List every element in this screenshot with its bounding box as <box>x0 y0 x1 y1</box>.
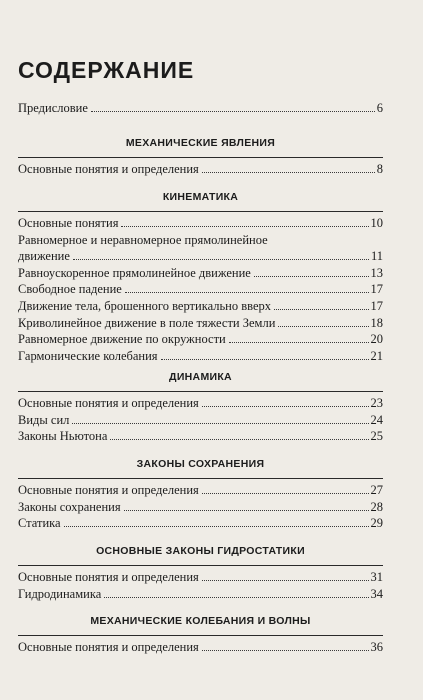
section-dynamics <box>18 370 383 445</box>
entry-label: Основные понятия и определения <box>18 483 199 497</box>
section-hydrostatics <box>18 544 383 602</box>
section-rule <box>18 157 383 158</box>
leader-dots <box>72 423 368 424</box>
toc-entry[interactable] <box>18 639 383 656</box>
toc-entry[interactable] <box>18 499 383 516</box>
toc-entry[interactable] <box>18 265 383 282</box>
leader-dots <box>73 259 369 260</box>
entry-page: 13 <box>370 265 383 280</box>
entry-label: Равноускоренное прямолинейное движение <box>18 265 251 280</box>
toc-entry[interactable] <box>18 515 383 532</box>
leader-dots <box>274 309 368 310</box>
section-heading: МЕХАНИЧЕСКИЕ КОЛЕБАНИЯ И ВОЛНЫ <box>90 615 311 627</box>
leader-dots <box>254 276 369 277</box>
entry-label-line1[interactable]: Равномерное и неравномерное прямолинейное <box>18 232 268 247</box>
section-rule <box>18 478 383 479</box>
section-rule <box>18 635 383 636</box>
entry-label: Гидродинамика <box>18 586 102 601</box>
entry-page: 17 <box>370 282 383 297</box>
entry-page: 31 <box>370 570 383 584</box>
entry-label: Основные понятия и определения <box>18 162 199 176</box>
page-title: СОДЕРЖАНИЕ <box>18 57 195 83</box>
section-rule <box>18 211 383 212</box>
toc-entry[interactable] <box>18 348 383 365</box>
leader-dots <box>202 172 375 173</box>
entry-page: 17 <box>370 298 383 313</box>
toc-entry-preface[interactable] <box>18 100 383 117</box>
entry-label: Основные понятия <box>18 216 119 230</box>
section-rule <box>18 565 383 566</box>
section-heading: КИНЕМАТИКА <box>162 191 239 203</box>
entry-page: 34 <box>370 586 383 601</box>
entry-page: 11 <box>370 249 383 264</box>
toc-entry[interactable] <box>18 298 383 315</box>
section-heading: ДИНАМИКА <box>169 371 232 383</box>
entry-page: 27 <box>370 483 383 497</box>
toc-entry[interactable] <box>18 215 383 232</box>
toc-entry[interactable] <box>18 482 383 499</box>
leader-dots <box>121 226 368 227</box>
toc-entry[interactable] <box>18 428 383 445</box>
leader-dots <box>104 597 368 598</box>
entry-label: Свободное падение <box>18 282 122 297</box>
preface-block <box>18 100 383 117</box>
entry-page: 36 <box>370 640 383 654</box>
leader-dots <box>202 406 369 407</box>
entry-page: 6 <box>376 101 383 115</box>
leader-dots <box>64 526 369 527</box>
toc-entry[interactable] <box>18 248 383 265</box>
section-heading: МЕХАНИЧЕСКИЕ ЯВЛЕНИЯ <box>125 137 276 149</box>
leader-dots <box>202 650 369 651</box>
toc-entry[interactable] <box>18 395 383 412</box>
entry-label: Предисловие <box>18 101 88 115</box>
entry-page: 8 <box>376 162 383 176</box>
entry-page: 21 <box>370 348 383 363</box>
entry-label: Основные понятия и определения <box>18 570 199 584</box>
entry-label: Движение тела, брошенного вертикально вверх <box>18 298 272 313</box>
leader-dots <box>124 510 369 511</box>
section-rule <box>18 391 383 392</box>
leader-dots <box>278 326 368 327</box>
entry-label: Виды сил <box>18 412 70 427</box>
entry-label: Равномерное движение по окружности <box>18 332 226 347</box>
entry-page: 28 <box>370 499 383 514</box>
entry-page: 29 <box>370 516 383 531</box>
section-oscillations-waves <box>18 614 383 656</box>
toc-entry[interactable] <box>18 412 383 429</box>
section-heading: ОСНОВНЫЕ ЗАКОНЫ ГИДРОСТАТИКИ <box>96 545 305 557</box>
leader-dots <box>91 111 375 112</box>
entry-label: Гармонические колебания <box>18 348 158 363</box>
toc-entry[interactable] <box>18 586 383 603</box>
leader-dots <box>202 580 369 581</box>
toc-entry[interactable] <box>18 569 383 586</box>
leader-dots <box>202 493 369 494</box>
leader-dots <box>125 292 369 293</box>
entry-page: 20 <box>370 332 383 347</box>
entry-page: 23 <box>370 396 383 410</box>
toc-entry[interactable] <box>18 315 383 332</box>
leader-dots <box>229 342 369 343</box>
entry-page: 18 <box>370 315 383 330</box>
entry-page: 25 <box>370 429 383 444</box>
section-conservation-laws <box>18 457 383 532</box>
entry-label: Основные понятия и определения <box>18 396 199 410</box>
toc-entry[interactable] <box>18 331 383 348</box>
entry-label: Основные понятия и определения <box>18 640 199 654</box>
entry-label: Криволинейное движение в поле тяжести Земли <box>18 315 276 330</box>
leader-dots <box>110 439 368 440</box>
section-kinematics <box>18 190 383 364</box>
toc-entry[interactable] <box>18 281 383 298</box>
toc-entry[interactable] <box>18 161 383 178</box>
section-mechanical-phenomena <box>18 136 383 178</box>
section-heading: ЗАКОНЫ СОХРАНЕНИЯ <box>136 458 265 470</box>
entry-page: 24 <box>370 412 383 427</box>
entry-label: движение <box>18 249 70 264</box>
entry-label: Законы Ньютона <box>18 429 108 444</box>
leader-dots <box>161 359 369 360</box>
entry-page: 10 <box>370 216 383 230</box>
entry-label: Законы сохранения <box>18 499 121 514</box>
entry-label: Статика <box>18 516 61 531</box>
